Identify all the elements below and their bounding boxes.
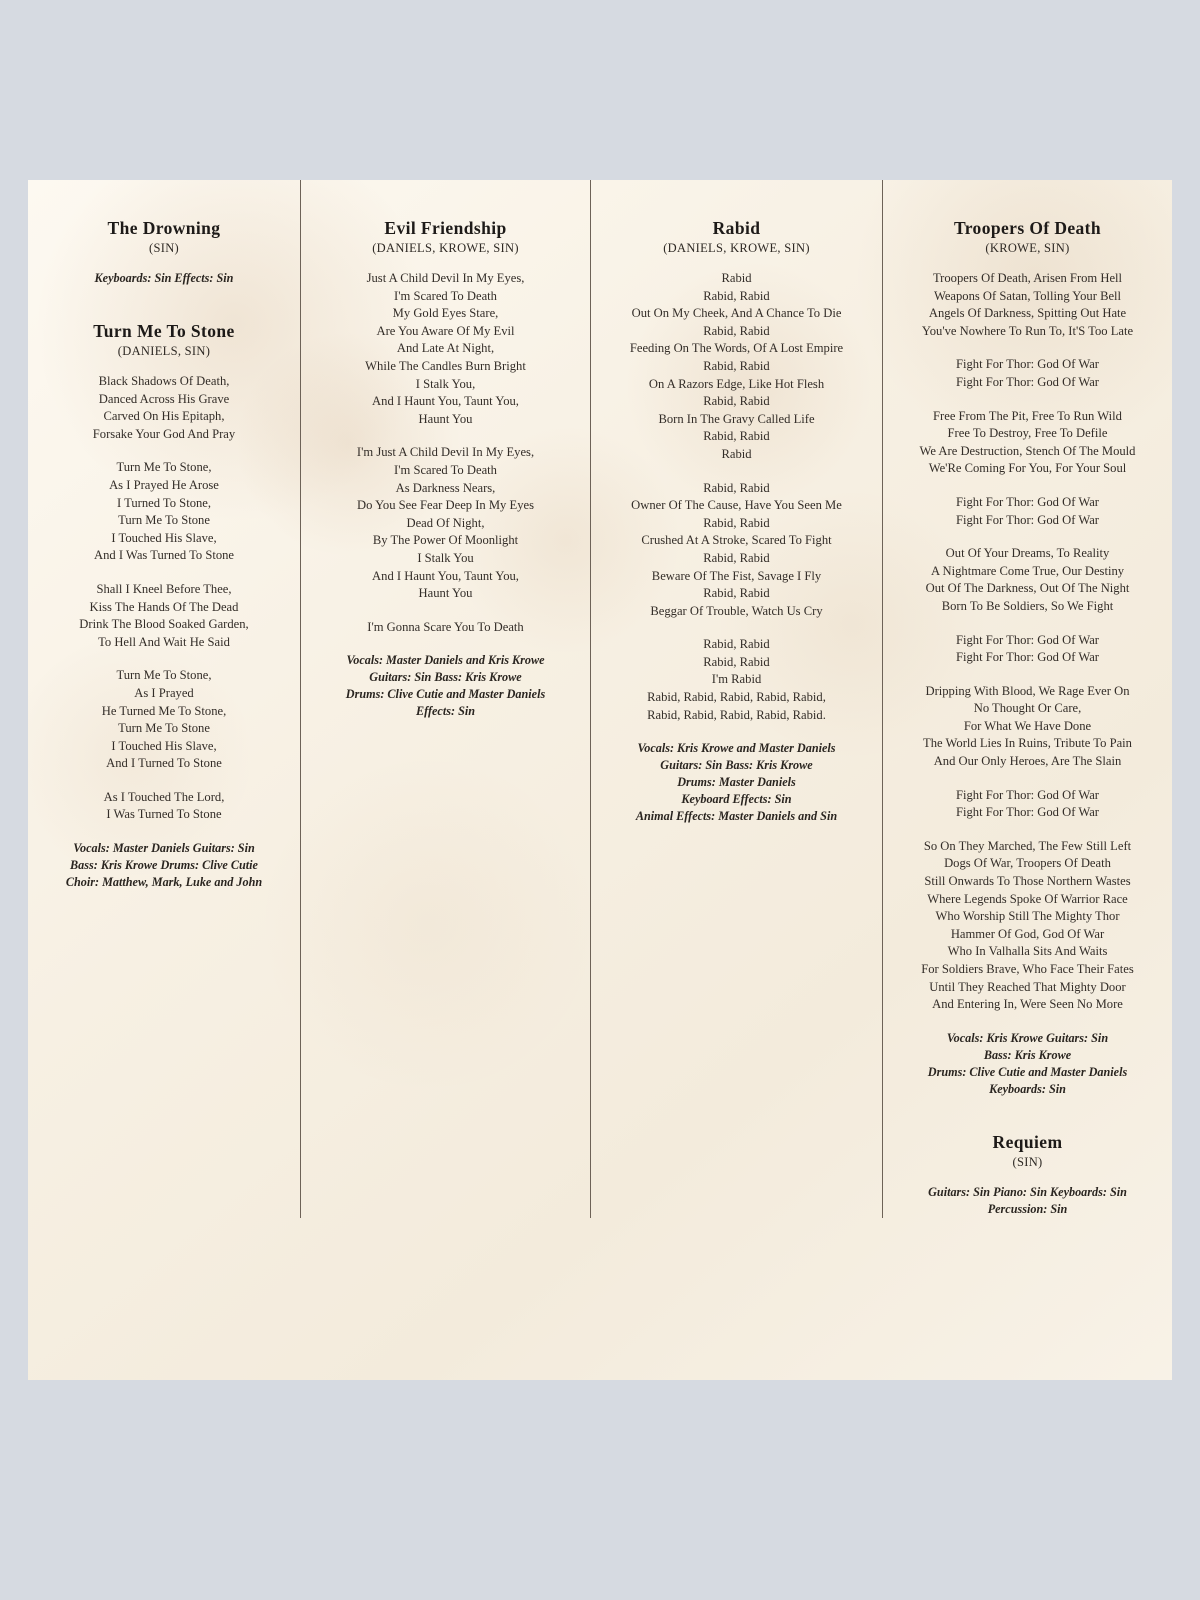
song-rabid [605,218,868,825]
lyric-line: Turn Me To Stone, [116,460,212,475]
credit-line: Keyboards: Sin [989,1081,1066,1096]
song-writing-credit: (DANIELS, KROWE, SIN) [372,241,519,255]
lyric-stanza [897,270,1158,340]
credit-line: Keyboards: Sin Effects: Sin [94,271,234,285]
credit-line: Percussion: Sin [987,1201,1068,1216]
lyric-stanza [897,408,1158,478]
lyric-line: Shall I Kneel Before Thee, [96,581,232,596]
lyric-line: Rabid, Rabid [703,654,770,669]
credit-line: Bass: Kris Krowe [983,1047,1072,1062]
song-performer-credits [315,652,576,720]
lyric-line: Rabid, Rabid [703,288,770,303]
song-writing-credit: (DANIELS, KROWE, SIN) [663,241,810,255]
credit-line: Effects: Sin [415,704,476,719]
lyrics-column-3 [590,180,882,1218]
credit-line: Drums: Master Daniels [677,775,796,790]
credit-line: Choir: Matthew, Mark, Luke and John [65,875,263,890]
lyric-line: I'm Scared To Death [394,288,497,303]
lyric-line: Fight For Thor: God Of War [956,632,1099,647]
lyric-line: Rabid, Rabid [703,429,770,444]
lyric-line: I'm Just A Child Devil In My Eyes, [356,445,535,460]
lyric-line: To Hell And Wait He Said [98,634,230,649]
lyric-line: Who Worship Still The Mighty Thor [935,909,1120,924]
lyric-line: Born In The Gravy Called Life [658,411,815,426]
section-spacer [897,1098,1158,1132]
lyric-line: As I Prayed He Arose [109,477,219,492]
lyric-line: Where Legends Spoke Of Warrior Race [927,891,1128,906]
lyrics-column-2 [300,180,590,1218]
lyric-line: Black Shadows Of Death, [98,374,230,388]
lyric-line: Drink The Blood Soaked Garden, [79,617,249,632]
song-performer-credits [42,270,286,287]
lyric-line: He Turned Me To Stone, [101,703,227,718]
lyric-line: Rabid [721,446,752,461]
lyric-line: I Touched His Slave, [111,738,217,753]
lyric-line: Fight For Thor: God Of War [956,650,1099,665]
lyric-line: As I Touched The Lord, [103,789,225,804]
lyric-line: No Thought Or Care, [973,701,1082,716]
lyric-line: Out On My Cheek, And A Chance To Die [631,306,842,321]
lyric-stanza [897,632,1158,667]
lyric-line: Dripping With Blood, We Rage Ever On [925,683,1130,698]
lyrics-columns [28,180,1172,1218]
lyric-line: I'm Rabid [711,672,762,687]
lyric-line: Danced Across His Grave [98,391,230,406]
lyric-stanza [605,480,868,621]
lyric-line: I'm Gonna Scare You To Death [367,619,524,634]
credit-line: Vocals: Kris Krowe Guitars: Sin [946,1030,1109,1045]
lyric-line: Troopers Of Death, Arisen From Hell [932,271,1123,285]
song-performer-credits [897,1030,1158,1098]
lyric-line: Haunt You [418,586,473,601]
lyric-stanza [897,787,1158,822]
song-evil-friendship [315,218,576,720]
lyric-line: Fight For Thor: God Of War [956,805,1099,820]
lyric-line: We Are Destruction, Stench Of The Mould [919,443,1136,458]
lyric-line: Angels Of Darkness, Spitting Out Hate [928,306,1127,321]
credit-line: Keyboard Effects: Sin [681,792,792,807]
song-performer-credits [42,840,286,891]
song-writing-credit: (DANIELS, SIN) [117,344,211,358]
lyric-line: Rabid, Rabid [703,637,770,652]
credit-line: Vocals: Master Daniels Guitars: Sin [73,841,255,856]
lyrics-column-1 [28,180,300,1218]
lyric-line: And I Haunt You, Taunt You, [372,394,519,409]
lyric-line: I Stalk You [417,550,474,565]
song-troopers-of-death [897,218,1158,1098]
lyric-stanza [42,667,286,773]
lyric-line: I Stalk You, [415,376,476,391]
song-title: Turn Me To Stone [93,321,235,341]
lyric-line: Rabid, Rabid [703,358,770,373]
lyric-line: Fight For Thor: God Of War [956,357,1099,372]
lyric-line: While The Candles Burn Bright [365,358,526,373]
lyric-line: Free To Destroy, Free To Defile [947,426,1108,441]
lyric-stanza [315,619,576,637]
lyric-line: As Darkness Nears, [395,480,496,495]
lyric-line: And I Turned To Stone [106,756,222,771]
lyric-stanza [42,459,286,565]
lyric-line: Dead Of Night, [406,515,485,530]
song-turn-me-to-stone [42,321,286,891]
song-writing-credit: (SIN) [149,241,179,255]
lyric-line: Owner Of The Cause, Have You Seen Me [631,498,842,513]
lyric-line: Still Onwards To Those Northern Wastes [924,874,1131,889]
song-title: The Drowning [107,218,221,238]
lyric-line: And I Haunt You, Taunt You, [372,568,519,583]
lyric-line: Dogs Of War, Troopers Of Death [944,856,1111,871]
lyric-line: Kiss The Hands Of The Dead [89,599,239,614]
lyric-line: For What We Have Done [963,718,1092,733]
lyric-stanza [897,545,1158,615]
lyric-line: Until They Reached That Mighty Door [929,979,1126,994]
lyric-line: My Gold Eyes Stare, [392,306,499,321]
lyric-line: Fight For Thor: God Of War [956,374,1099,389]
lyric-line: Crushed At A Stroke, Scared To Fight [641,533,832,548]
lyric-line: Rabid, Rabid, Rabid, Rabid, Rabid, [647,690,826,705]
lyric-line: The World Lies In Ruins, Tribute To Pain [923,736,1132,751]
lyric-line: I Was Turned To Stone [106,807,222,822]
lyric-line: Rabid, Rabid [703,550,770,565]
lyric-line: By The Power Of Moonlight [372,533,519,548]
lyric-line: I'm Scared To Death [394,462,497,477]
lyric-line: Fight For Thor: God Of War [956,512,1099,527]
song-title: Rabid [712,218,761,238]
lyric-line: Fight For Thor: God Of War [956,787,1099,802]
lyric-stanza [897,683,1158,771]
lyric-line: Born To Be Soldiers, So We Fight [941,598,1114,613]
lyric-line: And Entering In, Were Seen No More [932,997,1123,1012]
credit-line: Guitars: Sin Bass: Kris Krowe [660,758,813,773]
lyric-line: We'Re Coming For You, For Your Soul [928,461,1127,476]
lyric-line: You've Nowhere To Run To, It'S Too Late [921,323,1134,338]
lyric-line: And Our Only Heroes, Are The Slain [933,754,1122,769]
lyric-line: Weapons Of Satan, Tolling Your Bell [933,288,1122,303]
lyric-stanza [897,494,1158,529]
lyrics-sheet [28,180,1172,1380]
lyric-line: Carved On His Epitaph, [103,409,225,424]
song-performer-credits [897,1184,1158,1218]
lyric-line: Free From The Pit, Free To Run Wild [933,408,1122,423]
song-title: Requiem [992,1131,1063,1152]
lyric-line: Rabid, Rabid [703,323,770,338]
song-writing-credit: (KROWE, SIN) [985,241,1070,255]
credit-line: Bass: Kris Krowe Drums: Clive Cutie [70,858,258,873]
lyric-line: Turn Me To Stone, [116,668,212,683]
lyric-line: So On They Marched, The Few Still Left [923,838,1132,853]
lyric-line: Are You Aware Of My Evil [376,323,515,338]
credit-line: Guitars: Sin Piano: Sin Keyboards: Sin [928,1184,1127,1199]
lyric-line: Do You See Fear Deep In My Eyes [357,498,534,513]
lyric-line: Feeding On The Words, Of A Lost Empire [629,341,844,356]
lyric-line: Hammer Of God, God Of War [950,926,1105,941]
lyric-stanza [42,581,286,651]
lyric-stanza [897,838,1158,1014]
lyric-stanza [315,444,576,602]
song-title: Troopers Of Death [953,218,1102,238]
lyric-line: A Nightmare Come True, Our Destiny [930,563,1125,578]
lyric-line: Rabid, Rabid [703,480,770,495]
song-writing-credit: (SIN) [1012,1154,1043,1169]
lyric-stanza [42,373,286,443]
lyric-stanza [897,356,1158,391]
credit-line: Drums: Clive Cutie and Master Daniels [927,1064,1128,1079]
lyric-line: For Soldiers Brave, Who Face Their Fates [921,962,1134,976]
lyric-line: As I Prayed [134,685,194,700]
lyric-line: Turn Me To Stone [118,721,210,736]
lyric-line: And I Was Turned To Stone [93,548,235,563]
credit-line: Drums: Clive Cutie and Master Daniels [345,687,546,702]
lyric-line: Beware Of The Fist, Savage I Fly [651,568,822,583]
lyric-line: Fight For Thor: God Of War [956,494,1099,509]
lyric-line: Rabid, Rabid [703,515,770,530]
lyric-stanza [605,270,868,464]
lyric-stanza [42,789,286,824]
credit-line: Vocals: Kris Krowe and Master Daniels [637,741,836,756]
lyric-line: Out Of The Darkness, Out Of The Night [925,581,1130,596]
lyric-line: On A Razors Edge, Like Hot Flesh [648,376,825,391]
section-spacer [42,287,286,321]
lyric-line: Just A Child Devil In My Eyes, [366,271,525,285]
lyric-line: I Turned To Stone, [116,495,212,510]
lyric-line: Out Of Your Dreams, To Reality [945,546,1110,561]
lyrics-column-4 [882,180,1172,1218]
lyric-stanza [315,270,576,428]
lyric-line: Rabid [721,271,752,285]
song-requiem [897,1132,1158,1218]
credit-line: Animal Effects: Master Daniels and Sin [635,809,838,824]
lyric-line: Rabid, Rabid [703,394,770,409]
song-the-drowning [42,218,286,287]
credit-line: Guitars: Sin Bass: Kris Krowe [369,670,522,685]
lyric-line: And Late At Night, [396,341,495,356]
song-performer-credits [605,740,868,825]
lyric-line: Rabid, Rabid [703,586,770,601]
lyric-line: Haunt You [418,411,473,426]
lyric-stanza [605,636,868,724]
lyric-line: Rabid, Rabid, Rabid, Rabid, Rabid. [647,707,826,722]
credit-line: Vocals: Master Daniels and Kris Krowe [346,653,545,668]
lyric-line: Forsake Your God And Pray [92,426,236,441]
lyric-line: Beggar Of Trouble, Watch Us Cry [650,603,823,618]
lyric-line: Turn Me To Stone [118,513,210,528]
lyric-line: Who In Valhalla Sits And Waits [947,944,1108,959]
song-title: Evil Friendship [384,218,507,238]
lyric-line: I Touched His Slave, [111,530,217,545]
